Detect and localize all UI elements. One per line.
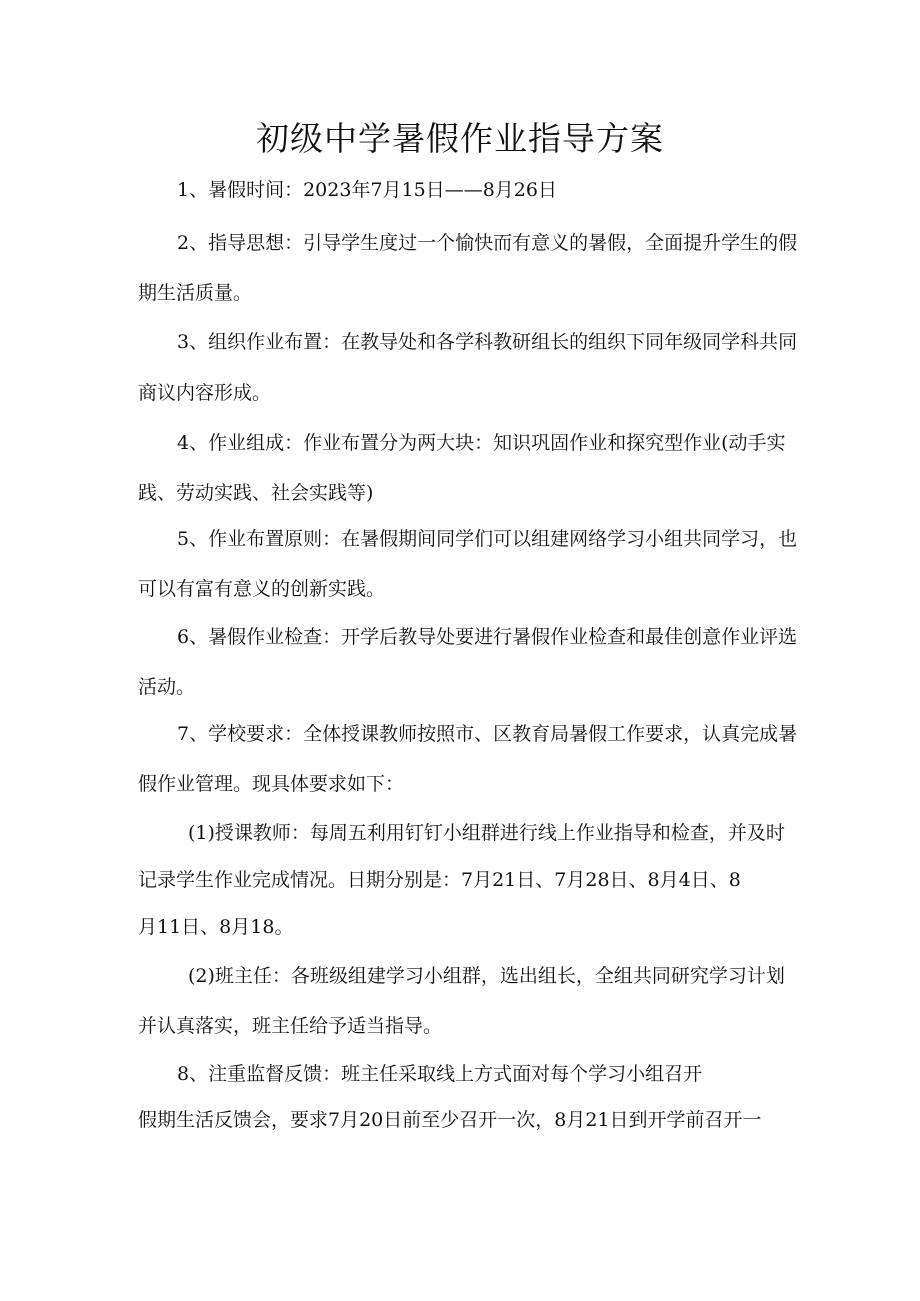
paragraph-5-line-2: 可以有富有意义的创新实践。 [138, 578, 386, 600]
paragraph-4-line-2: 践、劳动实践、社会实践等) [138, 482, 374, 504]
paragraph-7-line-1: 7、学校要求：全体授课教师按照市、区教育局暑假工作要求，认真完成暑 [177, 723, 798, 745]
paragraph-4-line-1: 4、作业组成：作业布置分为两大块：知识巩固作业和探究型作业(动手实 [177, 432, 786, 454]
paragraph-8-line-1: 8、注重监督反馈：班主任采取线上方式面对每个学习小组召开 [177, 1063, 703, 1085]
paragraph-1-line-1: 1、暑假时间：2023年7月15日——8月26日 [177, 179, 557, 201]
document-title: 初级中学暑假作业指导方案 [256, 119, 664, 158]
paragraph-7-2-line-2: 并认真落实，班主任给予适当指导。 [138, 1015, 443, 1037]
paragraph-7-1-line-1: (1)授课教师：每周五利用钉钉小组群进行线上作业指导和检查，并及时 [188, 822, 785, 844]
paragraph-2-line-2: 期生活质量。 [138, 282, 253, 304]
paragraph-2-line-1: 2、指导思想：引导学生度过一个愉快而有意义的暑假，全面提升学生的假 [177, 232, 798, 254]
paragraph-7-1-line-2: 记录学生作业完成情况。日期分别是：7月21日、7月28日、8月4日、8 [138, 869, 741, 891]
paragraph-6-line-1: 6、暑假作业检查：开学后教导处要进行暑假作业检查和最佳创意作业评选 [177, 626, 798, 648]
paragraph-8-line-2: 假期生活反馈会，要求7月20日前至少召开一次，8月21日到开学前召开一 [138, 1109, 762, 1131]
paragraph-7-2-line-1: (2)班主任：各班级组建学习小组群，选出组长，全组共同研究学习计划 [188, 965, 785, 987]
paragraph-3-line-1: 3、组织作业布置：在教导处和各学科教研组长的组织下同年级同学科共同 [177, 331, 798, 353]
paragraph-3-line-2: 商议内容形成。 [138, 382, 272, 404]
paragraph-7-1-line-3: 月11日、8月18。 [138, 916, 294, 938]
paragraph-6-line-2: 活动。 [138, 676, 196, 698]
paragraph-5-line-1: 5、作业布置原则：在暑假期间同学们可以组建网络学习小组共同学习，也 [177, 528, 798, 550]
paragraph-7-line-2: 假作业管理。现具体要求如下： [138, 773, 405, 795]
